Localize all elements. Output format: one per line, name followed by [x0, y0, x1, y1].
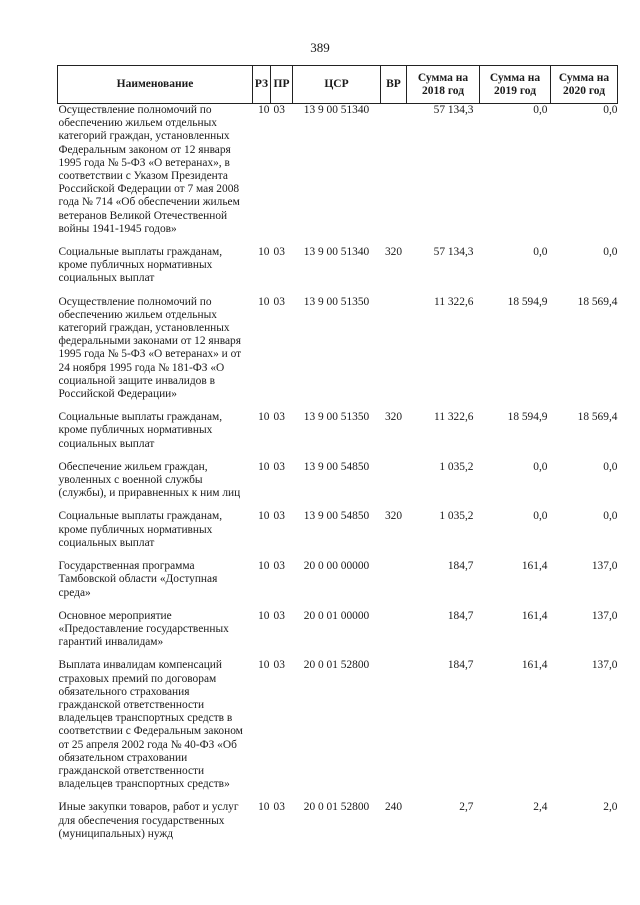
- row-csr: 20 0 01 52800: [303, 659, 370, 672]
- header-name: Наименование: [58, 66, 253, 104]
- row-csr: 20 0 01 00000: [303, 609, 370, 622]
- row-sum-2020: 0,0: [603, 510, 618, 523]
- header-csr: ЦСР: [293, 66, 381, 104]
- row-name: Иные закупки товаров, работ и услуг для обеспечения государственных (муниципальных) нужд: [58, 801, 239, 840]
- row-sum-2019: 18 594,9: [507, 411, 548, 424]
- header-sum-2019: Сумма на 2019 год: [480, 66, 551, 104]
- row-vr: [381, 560, 407, 610]
- row-sum-2018: 1 035,2: [439, 460, 474, 473]
- row-sum-2020: 0,0: [603, 460, 618, 473]
- row-sum-2020: 18 569,4: [577, 411, 618, 424]
- table-row: [58, 801, 618, 851]
- row-rz: 10: [258, 411, 270, 424]
- row-pr: 03: [273, 246, 285, 259]
- row-sum-2019: 161,4: [521, 560, 548, 573]
- row-rz: 10: [258, 295, 270, 308]
- budget-table: [57, 65, 618, 851]
- row-sum-2018: 2,7: [459, 801, 474, 814]
- table-row: [58, 246, 618, 296]
- row-sum-2020: 137,0: [591, 659, 618, 672]
- row-vr: 320: [384, 246, 403, 259]
- row-name: Выплата инвалидам компенсаций страховых премий по договорам обязательного страхования гражданской ответственности владельцев транспортных средств в соответствии с Федеральным законом от 25 апреля 2002 года № 40-ФЗ «Об обязательном страховании гражданской ответственности владельцев транспортных средств»: [58, 659, 243, 791]
- row-vr: 320: [384, 411, 403, 424]
- row-name: Основное мероприятие «Предоставление государственных гарантий инвалидам»: [58, 609, 229, 649]
- row-vr: [381, 659, 407, 801]
- row-csr: 13 9 00 54850: [303, 510, 370, 523]
- row-rz: 10: [258, 560, 270, 573]
- row-csr: 13 9 00 54850: [303, 460, 370, 473]
- row-rz: 10: [258, 104, 270, 116]
- row-name: Государственная программа Тамбовской области «Доступная среда»: [58, 560, 218, 599]
- row-sum-2018: 184,7: [447, 560, 474, 573]
- row-sum-2019: 0,0: [533, 104, 548, 116]
- row-sum-2019: 0,0: [533, 510, 548, 523]
- table-row: [58, 296, 618, 412]
- row-name: Социальные выплаты гражданам, кроме публичных нормативных социальных выплат: [58, 510, 223, 549]
- row-sum-2019: 161,4: [521, 659, 548, 672]
- table-row: [58, 411, 618, 461]
- row-sum-2020: 0,0: [603, 246, 618, 259]
- row-sum-2020: 18 569,4: [577, 295, 618, 308]
- row-csr: 20 0 01 52800: [303, 801, 370, 814]
- row-sum-2019: 0,0: [533, 460, 548, 473]
- row-pr: 03: [273, 104, 285, 116]
- row-sum-2019: 0,0: [533, 246, 548, 259]
- row-rz: 10: [258, 659, 270, 672]
- table-row: [58, 104, 618, 247]
- row-vr: [381, 610, 407, 660]
- row-rz: 10: [258, 460, 270, 473]
- row-pr: 03: [273, 460, 285, 473]
- row-sum-2019: 2,4: [533, 801, 548, 814]
- row-sum-2019: 161,4: [521, 609, 548, 622]
- row-name: Обеспечение жильем граждан, уволенных с военной службы (службы), и приравненных к ним лиц: [58, 460, 241, 500]
- row-name: Социальные выплаты гражданам, кроме публичных нормативных социальных выплат: [58, 411, 223, 450]
- row-pr: 03: [273, 560, 285, 573]
- row-vr: [381, 296, 407, 412]
- row-csr: 20 0 00 00000: [303, 560, 370, 573]
- row-sum-2020: 137,0: [591, 560, 618, 573]
- row-sum-2018: 1 035,2: [439, 510, 474, 523]
- row-sum-2020: 2,0: [603, 801, 618, 814]
- row-sum-2018: 57 134,3: [433, 246, 474, 259]
- row-sum-2018: 184,7: [447, 659, 474, 672]
- row-vr: 320: [384, 510, 403, 523]
- row-pr: 03: [273, 510, 285, 523]
- header-sum-2018: Сумма на 2018 год: [407, 66, 480, 104]
- row-vr: [381, 461, 407, 511]
- row-pr: 03: [273, 609, 285, 622]
- row-sum-2018: 184,7: [447, 609, 474, 622]
- row-name: Осуществление полномочий по обеспечению жильем отдельных категорий граждан, установленных федеральными законами от 12 января 1995 года № 5-ФЗ «О ветеранах» и от 24 ноября 1995 года № 181-ФЗ «О социальной защите инвалидов в Российской Федерации»: [58, 295, 242, 401]
- row-vr: [381, 104, 407, 247]
- row-csr: 13 9 00 51350: [303, 295, 370, 308]
- row-name: Социальные выплаты гражданам, кроме публичных нормативных социальных выплат: [58, 246, 223, 285]
- row-sum-2020: 137,0: [591, 609, 618, 622]
- table-row: [58, 461, 618, 511]
- row-sum-2020: 0,0: [603, 104, 618, 116]
- row-csr: 13 9 00 51340: [303, 104, 370, 116]
- table-row: [58, 610, 618, 660]
- row-name: Осуществление полномочий по обеспечению жильем отдельных категорий граждан, установленных Федеральным законом от 12 января 1995 года № 5-ФЗ «О ветеранах», в соответствии с Указом Президента Российской Федерации от 7 мая 2008 года № 714 «Об обеспечении жильем ветеранов Великой Отечественной войны 1941-1945 годов»: [58, 104, 240, 235]
- header-pr: ПР: [271, 66, 293, 104]
- row-sum-2019: 18 594,9: [507, 295, 548, 308]
- row-rz: 10: [258, 801, 270, 814]
- header-sum-2020: Сумма на 2020 год: [551, 66, 618, 104]
- table-header-row: [58, 66, 618, 104]
- row-csr: 13 9 00 51340: [303, 246, 370, 259]
- table-row: [58, 560, 618, 610]
- table-row: [58, 510, 618, 560]
- row-pr: 03: [273, 411, 285, 424]
- row-sum-2018: 11 322,6: [434, 295, 474, 308]
- row-csr: 13 9 00 51350: [303, 411, 370, 424]
- row-pr: 03: [273, 295, 285, 308]
- row-vr: 240: [384, 801, 403, 814]
- row-pr: 03: [273, 801, 285, 814]
- row-sum-2018: 57 134,3: [433, 104, 474, 116]
- row-rz: 10: [258, 510, 270, 523]
- table-body: [58, 104, 618, 851]
- page-number: 389: [310, 40, 330, 55]
- header-vr: ВР: [381, 66, 407, 104]
- table-row: [58, 659, 618, 801]
- row-rz: 10: [258, 246, 270, 259]
- header-rz: РЗ: [253, 66, 271, 104]
- row-sum-2018: 11 322,6: [434, 411, 474, 424]
- row-rz: 10: [258, 609, 270, 622]
- row-pr: 03: [273, 659, 285, 672]
